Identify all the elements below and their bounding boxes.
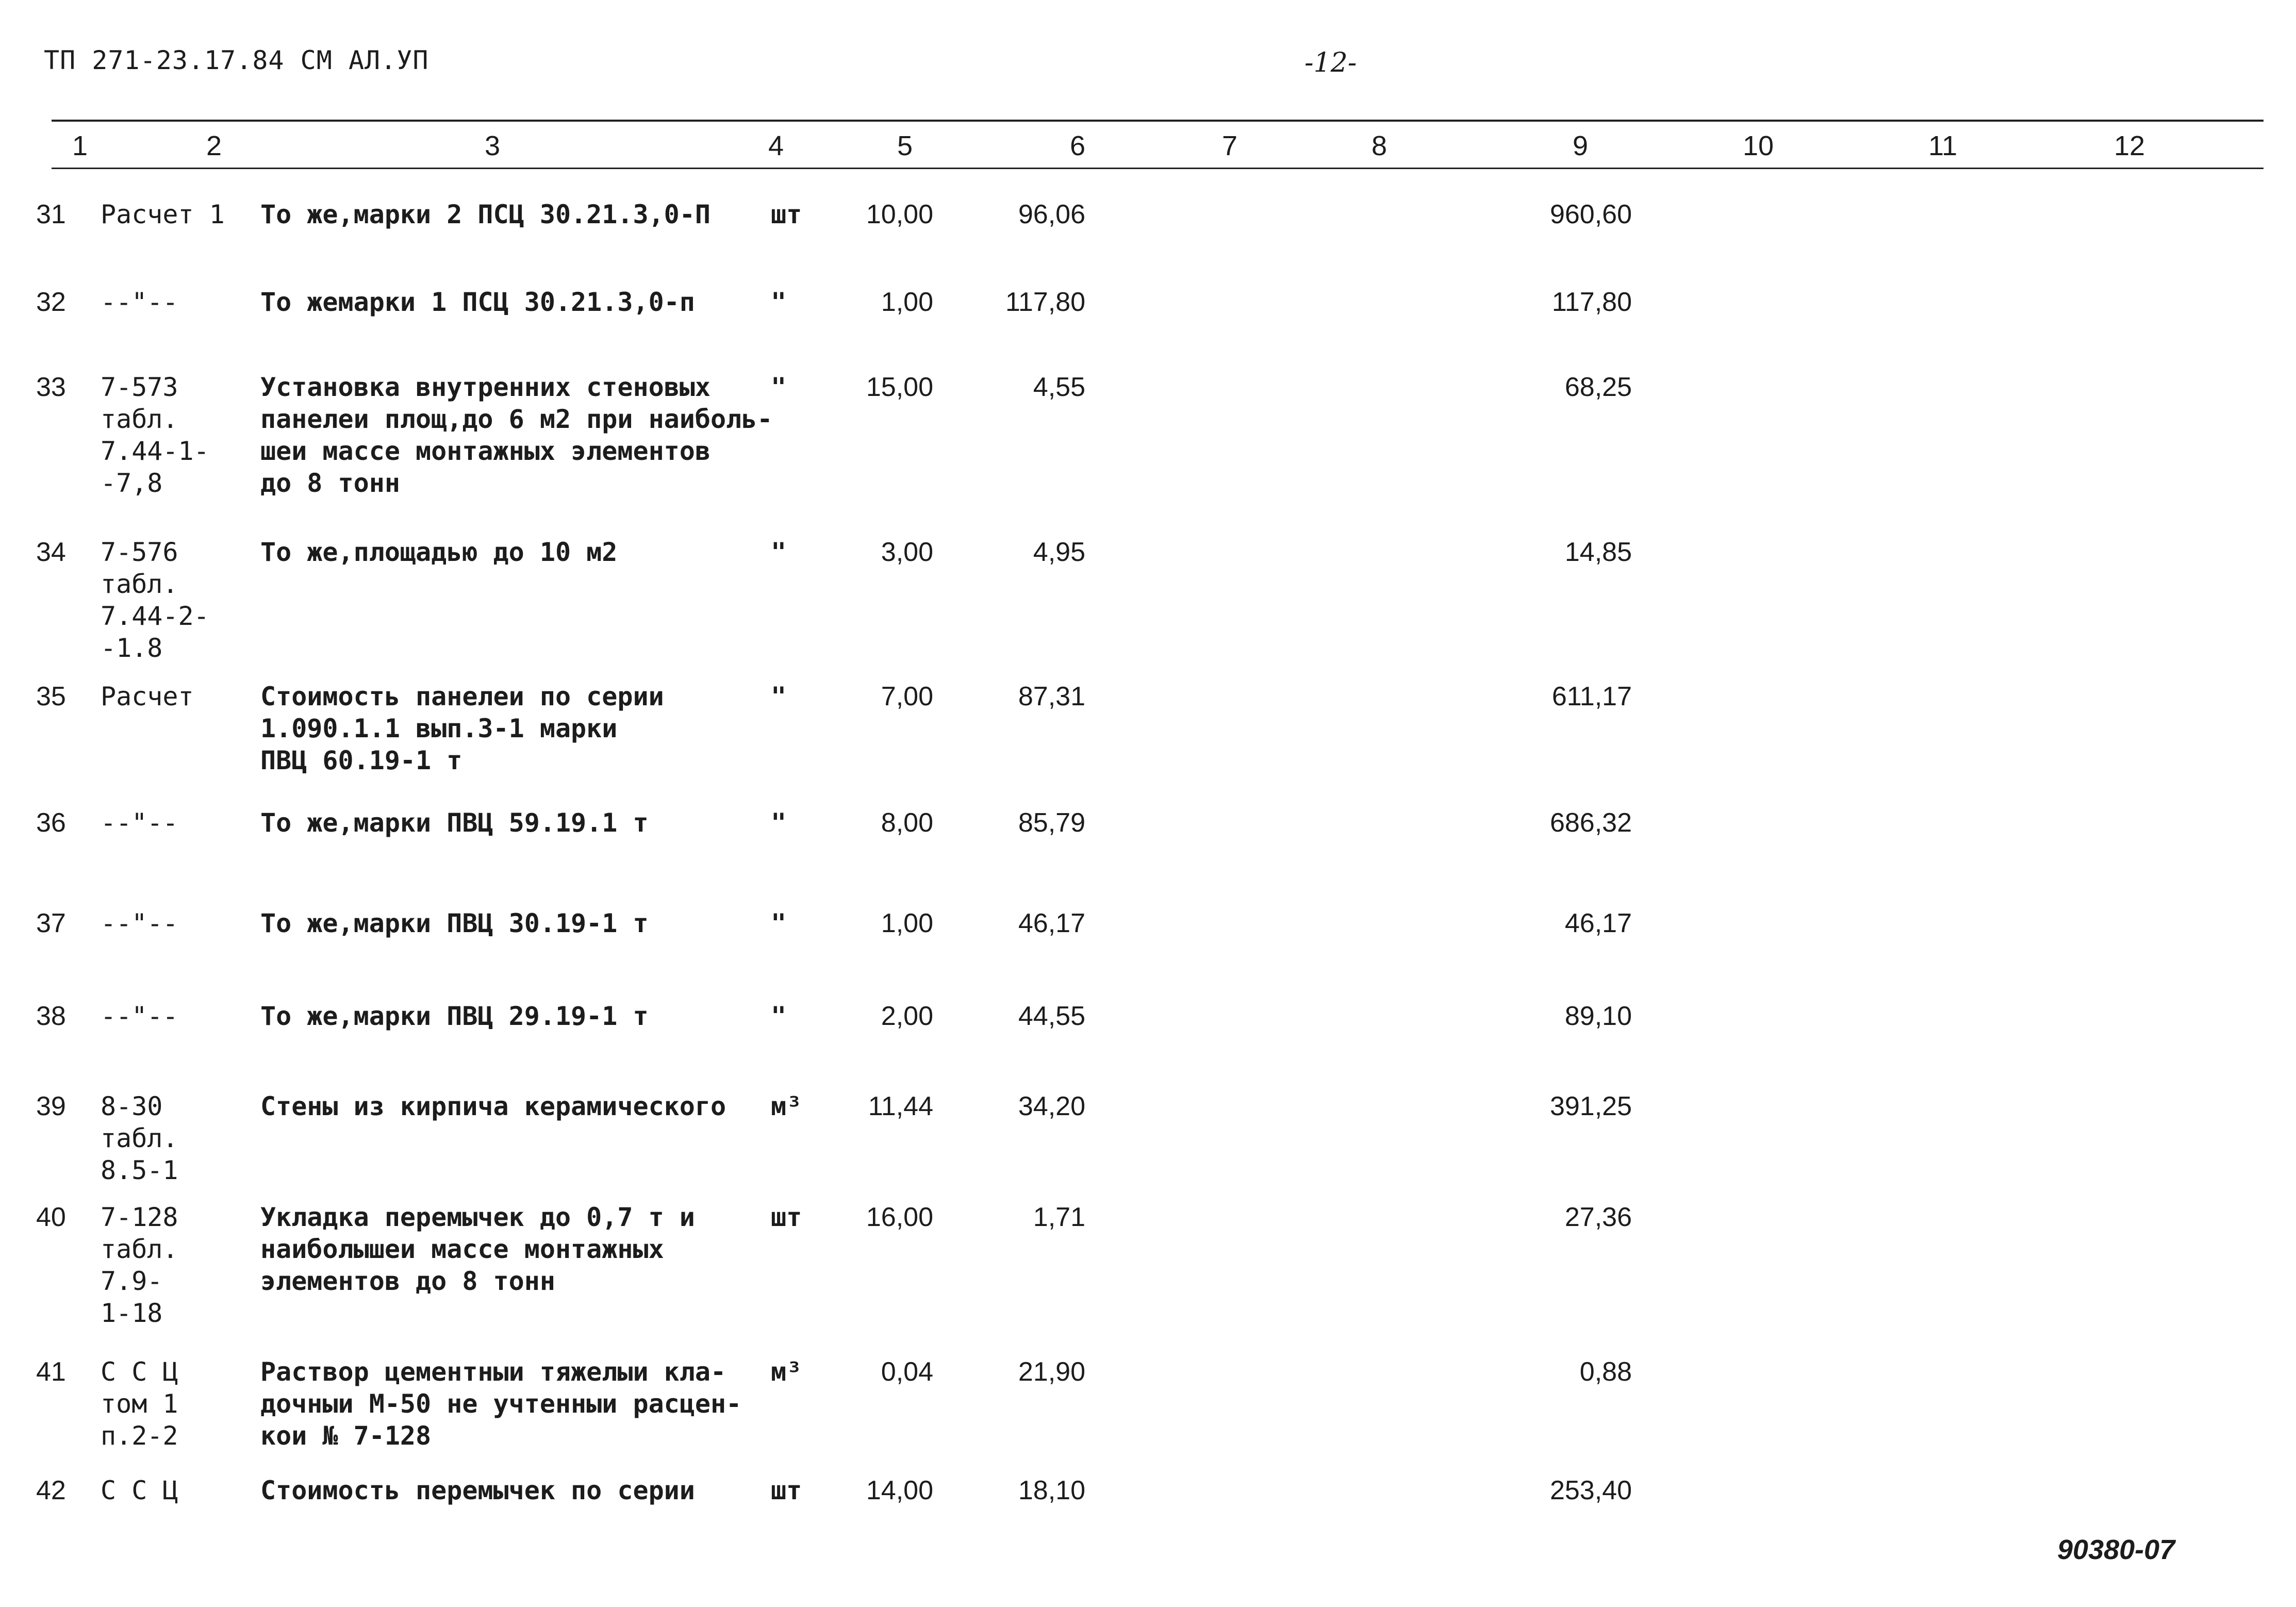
row-unit-price: 21,90 — [1018, 1357, 1085, 1387]
column-number-1: 1 — [72, 130, 88, 161]
row-unit: м³ — [771, 1357, 802, 1387]
document-code: ТП 271-23.17.84 СМ АЛ.УП — [44, 45, 429, 75]
row-number: 32 — [36, 287, 66, 317]
row-number: 33 — [36, 372, 66, 402]
row-unit: " — [771, 808, 787, 838]
row-basis: --"-- — [101, 908, 178, 938]
row-total: 253,40 — [1549, 1476, 1632, 1505]
row-quantity: 11,44 — [868, 1091, 933, 1121]
row-basis: Расчет 1 — [101, 200, 225, 229]
row-quantity: 1,00 — [881, 908, 933, 938]
column-number-6: 6 — [1070, 130, 1086, 161]
row-basis: 7-128 табл. 7.9- 1-18 — [101, 1202, 178, 1328]
row-description: Стены из кирпича керамического — [260, 1091, 726, 1121]
row-quantity: 2,00 — [881, 1001, 933, 1031]
row-number: 37 — [36, 908, 66, 938]
row-basis: 7-573 табл. 7.44-1- -7,8 — [101, 372, 209, 498]
row-basis: 8-30 табл. 8.5-1 — [101, 1091, 178, 1185]
row-unit-price: 87,31 — [1018, 682, 1085, 711]
row-description: То же,марки ПВЦ 30.19-1 т — [260, 908, 649, 938]
column-number-11: 11 — [1928, 130, 1958, 161]
row-description: Укладка перемычек до 0,7 т и наиболышеи массе монтажных элементов до 8 тонн — [260, 1202, 695, 1296]
row-unit: м³ — [771, 1091, 802, 1121]
row-unit: " — [771, 1001, 787, 1031]
row-quantity: 3,00 — [881, 537, 933, 567]
column-number-10: 10 — [1743, 130, 1774, 161]
row-number: 34 — [36, 537, 66, 567]
row-number: 42 — [36, 1476, 66, 1505]
row-basis: --"-- — [101, 808, 178, 838]
row-quantity: 16,00 — [866, 1202, 933, 1232]
row-description: Стоимость перемычек по серии — [260, 1476, 695, 1505]
row-basis: --"-- — [101, 1001, 178, 1031]
row-quantity: 0,04 — [881, 1357, 933, 1387]
row-unit: шт — [771, 1202, 802, 1232]
row-unit-price: 44,55 — [1018, 1001, 1085, 1031]
row-total: 68,25 — [1564, 372, 1632, 402]
row-description: Установка внутренних стеновых панелеи площ,до 6 м2 при наиболь- шеи массе монтажных элементов до 8 тонн — [260, 372, 773, 498]
row-unit-price: 96,06 — [1018, 200, 1085, 229]
row-number: 39 — [36, 1091, 66, 1121]
row-description: Раствор цементныи тяжелыи кла- дочныи М-50 не учтенныи расцен- кои № 7-128 — [260, 1357, 742, 1451]
row-total: 686,32 — [1549, 808, 1632, 838]
column-number-3: 3 — [485, 130, 501, 161]
row-description: То же,марки ПВЦ 59.19.1 т — [260, 808, 649, 838]
row-number: 31 — [36, 200, 66, 229]
row-basis: 7-576 табл. 7.44-2- -1.8 — [101, 537, 209, 663]
column-number-7: 7 — [1222, 130, 1238, 161]
row-quantity: 15,00 — [866, 372, 933, 402]
row-number: 35 — [36, 682, 66, 711]
row-basis: С С Ц — [101, 1476, 178, 1505]
row-basis: --"-- — [101, 287, 178, 317]
row-total: 89,10 — [1564, 1001, 1632, 1031]
row-unit: " — [771, 908, 787, 938]
row-total: 27,36 — [1564, 1202, 1632, 1232]
column-number-8: 8 — [1372, 130, 1387, 161]
row-quantity: 8,00 — [881, 808, 933, 838]
row-unit: " — [771, 287, 787, 317]
row-description: Стоимость панелеи по серии 1.090.1.1 вып.3-1 марки ПВЦ 60.19-1 т — [260, 682, 664, 775]
row-description: То жемарки 1 ПСЦ 30.21.3,0-п — [260, 287, 695, 317]
table-header-rule — [52, 168, 2264, 169]
column-number-9: 9 — [1573, 130, 1589, 161]
row-quantity: 14,00 — [866, 1476, 933, 1505]
column-number-5: 5 — [897, 130, 913, 161]
row-quantity: 10,00 — [866, 200, 933, 229]
column-number-4: 4 — [768, 130, 784, 161]
row-unit-price: 4,95 — [1033, 537, 1085, 567]
column-number-12: 12 — [2114, 130, 2145, 161]
row-unit: " — [771, 372, 787, 402]
row-number: 41 — [36, 1357, 66, 1387]
row-unit: " — [771, 682, 787, 711]
row-unit-price: 117,80 — [1005, 287, 1085, 317]
archive-stamp: 90380-07 — [2057, 1534, 2175, 1565]
row-unit-price: 34,20 — [1018, 1091, 1085, 1121]
row-total: 46,17 — [1564, 908, 1632, 938]
row-number: 36 — [36, 808, 66, 838]
row-unit: шт — [771, 1476, 802, 1505]
row-quantity: 1,00 — [881, 287, 933, 317]
row-unit-price: 85,79 — [1018, 808, 1085, 838]
row-total: 14,85 — [1564, 537, 1632, 567]
page-number: -12- — [1304, 47, 1357, 78]
row-unit: шт — [771, 200, 802, 229]
row-number: 38 — [36, 1001, 66, 1031]
row-unit-price: 4,55 — [1033, 372, 1085, 402]
row-unit-price: 18,10 — [1018, 1476, 1085, 1505]
row-quantity: 7,00 — [881, 682, 933, 711]
row-description: То же,площадью до 10 м2 — [260, 537, 618, 567]
row-basis: Расчет — [101, 682, 194, 711]
row-unit: " — [771, 537, 787, 567]
row-number: 40 — [36, 1202, 66, 1232]
row-basis: С С Ц том 1 п.2-2 — [101, 1357, 178, 1451]
row-unit-price: 1,71 — [1033, 1202, 1085, 1232]
row-total: 117,80 — [1551, 287, 1632, 317]
row-total: 960,60 — [1549, 200, 1632, 229]
row-total: 0,88 — [1579, 1357, 1632, 1387]
row-description: То же,марки 2 ПСЦ 30.21.3,0-П — [260, 200, 711, 229]
column-number-2: 2 — [206, 130, 222, 161]
table-top-rule — [52, 120, 2264, 122]
row-total: 611,17 — [1551, 682, 1632, 711]
row-total: 391,25 — [1549, 1091, 1632, 1121]
row-unit-price: 46,17 — [1018, 908, 1085, 938]
row-description: То же,марки ПВЦ 29.19-1 т — [260, 1001, 649, 1031]
